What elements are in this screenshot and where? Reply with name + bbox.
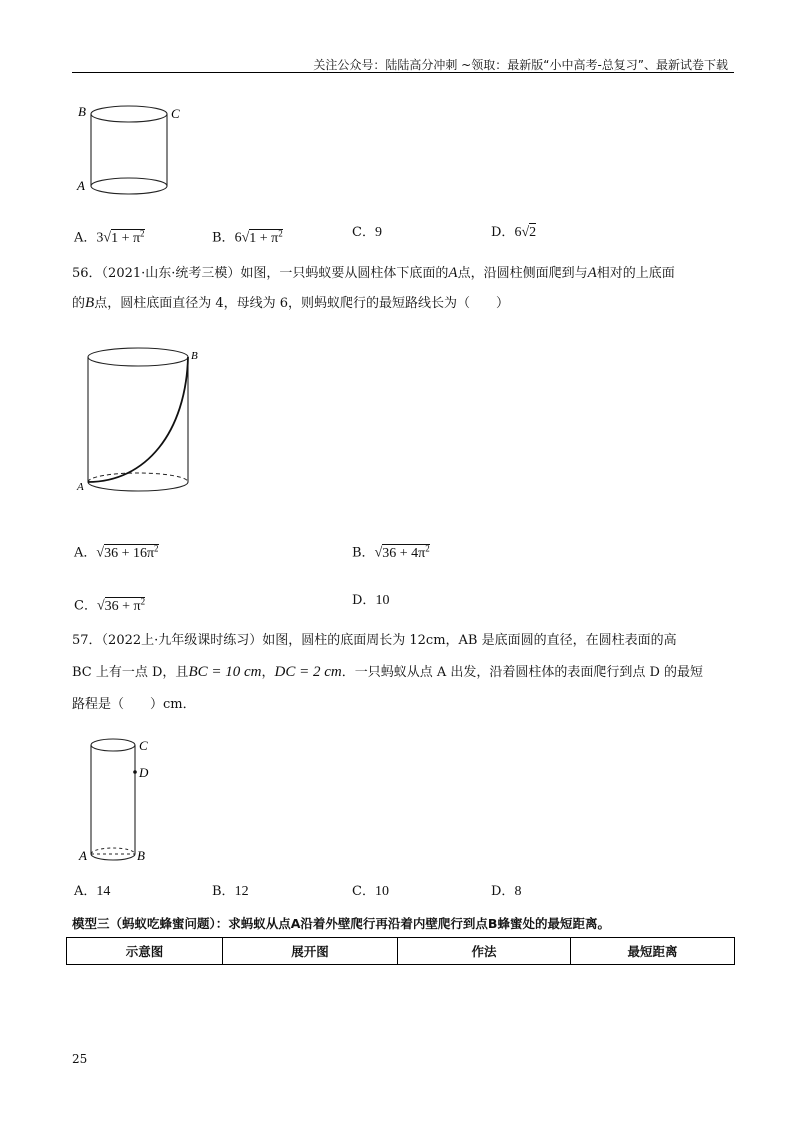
q55-option-d: D．6√2 (491, 225, 537, 240)
q56-option-c: C．$√36 + \pi^2$ (74, 596, 146, 614)
label-A: A (77, 481, 84, 493)
q57-line-2: BC 上有一点 D，且BC = 10 cm，DC = 2 cm．一只蚂蚁从点 A 出发，沿着圆柱体的表面爬行到点 D 的最短 (72, 664, 704, 680)
table-header-cell: 最短距离 (571, 938, 735, 965)
sqrt-icon: √ (103, 230, 112, 246)
page-header: 关注公众号：陆陆高分冲刺 ~领取：最新版“小中高考-总复习”、最新试卷下载 (313, 58, 728, 72)
page-number: 25 (72, 1052, 88, 1066)
q57-option-c: C．10 (352, 884, 389, 899)
label-A: A (77, 178, 85, 193)
table-header-row (67, 938, 735, 965)
table-header-cell: 展开图 (223, 938, 398, 965)
cylinder-figure-q55 (74, 100, 204, 212)
q57-line-3: 路程是（ ）cm． (72, 697, 196, 712)
q57-option-d: D．8 (491, 884, 522, 899)
sqrt-icon: √ (241, 230, 250, 246)
cylinder-figure-q56 (76, 342, 206, 502)
label-D: D (139, 765, 149, 780)
label-A: A (79, 848, 87, 863)
q56-option-d: D．10 (352, 593, 390, 608)
sqrt-icon: √ (96, 545, 105, 561)
q56-option-b: B．$√36 + 4\pi^2$ (352, 543, 430, 561)
sqrt-icon: √ (96, 598, 105, 614)
sqrt-icon: √ (374, 545, 383, 561)
model3-table (66, 937, 735, 965)
sqrt-icon: √ (521, 225, 530, 240)
q55-option-c: C．9 (352, 225, 382, 240)
q57-line-1: 57．（2022上·九年级课时练习）如图，圆柱的底面周长为 12cm，AB 是底面圆的直径，在圆柱表面的高 (72, 633, 677, 648)
table-header-cell: 示意图 (67, 938, 223, 965)
q56-line-1: 56．（2021·山东·统考三模）如图，一只蚂蚁要从圆柱体下底面的A点，沿圆柱侧面爬到与A相对的上底面 (72, 265, 675, 281)
q55-option-b: B．$6√1 + \pi^2$ (212, 228, 283, 246)
table-header-cell: 作法 (398, 938, 571, 965)
label-B: B (137, 848, 145, 863)
q56-line-2: 的B点，圆柱底面直径为 4，母线为 6，则蚂蚁爬行的最短路线长为（ ） (72, 295, 509, 311)
label-B: B (78, 104, 86, 119)
label-C: C (139, 738, 148, 753)
model3-title: 模型三（蚂蚁吃蜂蜜问题）：求蚂蚁从点A沿着外壁爬行再沿着内壁爬行到点B蜂蜜处的最短距离。 (72, 916, 610, 931)
cylinder-figure-q57 (76, 734, 166, 869)
q56-option-a: A．$√36 + 16\pi^2$ (74, 543, 159, 561)
q57-option-b: B．12 (212, 884, 249, 899)
q57-option-a: A．14 (74, 884, 111, 899)
label-C: C (171, 106, 180, 121)
header-rule (72, 72, 734, 73)
q55-option-a: A．$3√1 + \pi^2$ (74, 228, 145, 246)
label-B: B (191, 350, 198, 362)
